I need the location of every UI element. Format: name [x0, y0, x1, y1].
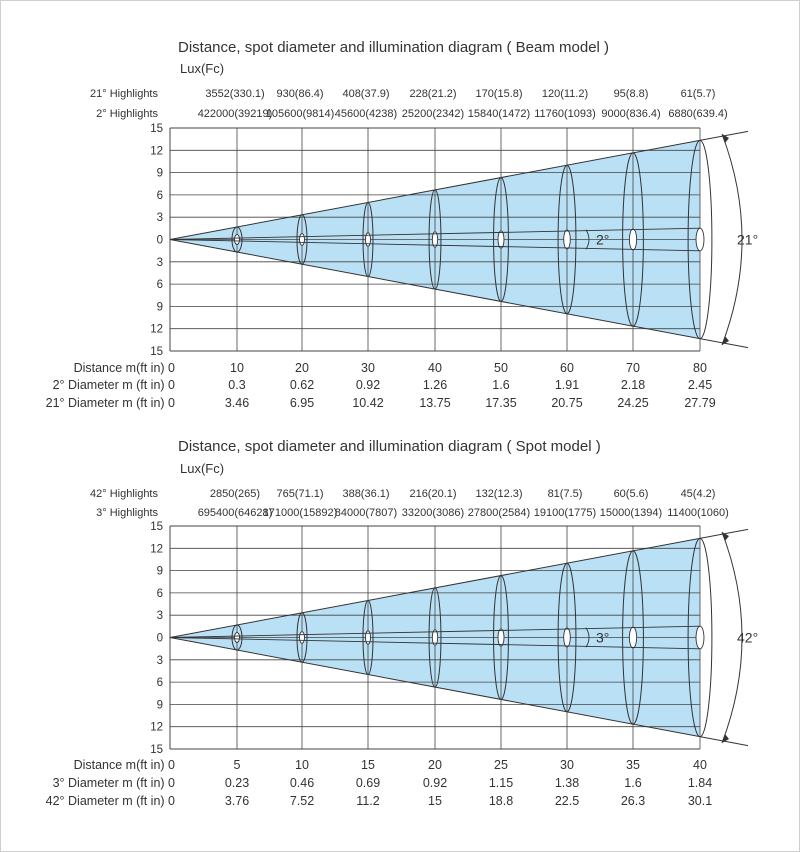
highlight-value: 105600(9814) [265, 108, 335, 120]
wide-angle-label: 42° [737, 629, 759, 646]
diagram-title: Distance, spot diameter and illumination diagram ( Spot model ) [178, 438, 601, 455]
highlight-value: 695400(64628) [197, 507, 273, 519]
bottom-row-value: 0.92 [422, 776, 448, 790]
highlight-value: 930(86.4) [276, 88, 324, 100]
highlight-value: 61(5.7) [680, 88, 716, 100]
diagram-title: Distance, spot diameter and illumination diagram ( Beam model ) [178, 39, 610, 56]
bottom-row-value: 20 [295, 361, 309, 375]
y-tick-label: 15 [150, 521, 163, 533]
highlight-value: 84000(7807) [334, 507, 398, 519]
y-tick-label: 6 [156, 677, 163, 690]
highlight-value: 120(11.2) [541, 88, 589, 100]
bottom-row-value: 10 [230, 361, 244, 375]
bottom-row-label: 21° Diameter m (ft in) 0 [45, 396, 175, 410]
bottom-row-value: 0.23 [224, 776, 250, 790]
y-tick-label: 6 [156, 279, 163, 292]
highlight-value: 15000(1394) [599, 507, 663, 519]
bottom-row-value: 26.3 [620, 794, 646, 808]
bottom-row-label: 3° Diameter m (ft in) 0 [52, 776, 175, 790]
narrow-spot-ellipse [300, 234, 305, 246]
bottom-row-value: 18.8 [488, 794, 514, 808]
narrow-spot-ellipse [235, 235, 240, 245]
bottom-row-value: 11.2 [356, 794, 380, 808]
bottom-row-value: 80 [693, 361, 707, 375]
bottom-row-value: 0.62 [289, 378, 315, 392]
narrow-spot-ellipse [564, 628, 571, 647]
narrow-spot-ellipse [629, 229, 636, 250]
y-tick-label: 15 [150, 744, 163, 756]
bottom-row-value: 2.45 [687, 378, 713, 392]
bottom-row-label: 2° Diameter m (ft in) 0 [52, 378, 175, 392]
bottom-row-value: 0.3 [228, 378, 246, 392]
highlight-value: 60(5.6) [613, 488, 649, 500]
bottom-row-value: 15 [428, 794, 442, 808]
highlight-row-label: 3° Highlights [96, 507, 158, 519]
y-tick-label: 0 [156, 632, 163, 645]
narrow-spot-ellipse [498, 629, 504, 646]
bottom-row-value: 17.35 [485, 396, 517, 410]
highlight-value: 11400(1060) [667, 507, 729, 519]
highlight-value: 11760(1093) [534, 108, 596, 120]
narrow-spot-ellipse [629, 627, 636, 648]
highlight-value: 27800(2584) [467, 507, 531, 519]
y-tick-label: 12 [150, 543, 163, 556]
y-tick-label: 12 [150, 145, 163, 158]
highlight-value: 9000(836.4) [601, 108, 661, 120]
bottom-row-value: 13.75 [419, 396, 451, 410]
y-tick-label: 6 [156, 587, 163, 600]
highlight-value: 765(71.1) [276, 488, 324, 500]
y-tick-label: 3 [156, 654, 163, 667]
wide-angle-label: 21° [737, 231, 759, 248]
bottom-row-value: 6.95 [289, 396, 315, 410]
bottom-row-value: 1.91 [554, 378, 580, 392]
unit-label: Lux(Fc) [180, 461, 225, 476]
bottom-row-value: 40 [693, 758, 707, 772]
y-tick-label: 9 [156, 167, 163, 180]
highlight-value: 45600(4238) [334, 108, 398, 120]
narrow-angle-label: 3° [596, 629, 610, 646]
y-tick-label: 9 [156, 699, 163, 712]
y-tick-label: 3 [156, 212, 163, 225]
highlight-value: 19100(1775) [533, 507, 597, 519]
bottom-row-value: 0.46 [289, 776, 315, 790]
bottom-row-value: 0.69 [355, 776, 381, 790]
highlight-value: 3552(330.1) [205, 88, 265, 100]
highlight-value: 45(4.2) [680, 488, 716, 500]
bottom-row-value: 1.38 [554, 776, 580, 790]
highlight-row-label: 21° Highlights [90, 88, 158, 100]
bottom-row-value: 1.26 [422, 378, 448, 392]
highlight-value: 81(7.5) [547, 488, 583, 500]
highlight-row-label: 2° Highlights [96, 108, 158, 120]
y-tick-label: 15 [150, 346, 163, 358]
bottom-row-value: 10 [295, 758, 309, 772]
bottom-row-value: 30 [361, 361, 375, 375]
narrow-spot-ellipse [300, 632, 305, 644]
highlight-value: 388(36.1) [342, 488, 390, 500]
bottom-row-value: 30.1 [687, 794, 713, 808]
narrow-spot-ellipse [235, 633, 240, 643]
bottom-row-value: 5 [233, 758, 241, 772]
y-tick-label: 12 [150, 721, 163, 734]
highlight-value: 2850(265) [209, 488, 261, 500]
bottom-row-value: 10.42 [352, 396, 384, 410]
bottom-row-value: 70 [626, 361, 640, 375]
narrow-spot-ellipse [696, 228, 704, 251]
bottom-row-label: Distance m(ft in) 0 [73, 758, 175, 772]
highlight-value: 6880(639.4) [668, 108, 728, 120]
highlight-value: 228(21.2) [409, 88, 457, 100]
narrow-spot-ellipse [498, 231, 504, 248]
y-tick-label: 9 [156, 301, 163, 314]
y-tick-label: 3 [156, 610, 163, 623]
y-tick-label: 9 [156, 565, 163, 578]
bottom-row-value: 1.84 [687, 776, 713, 790]
bottom-row-value: 22.5 [554, 794, 580, 808]
bottom-row-value: 24.25 [617, 396, 649, 410]
highlight-value: 170(15.8) [475, 88, 523, 100]
highlight-value: 171000(15892) [262, 507, 338, 519]
bottom-row-value: 2.18 [620, 378, 646, 392]
y-tick-label: 6 [156, 189, 163, 202]
bottom-row-value: 15 [361, 758, 375, 772]
bottom-row-value: 1.15 [488, 776, 514, 790]
y-tick-label: 15 [150, 123, 163, 135]
bottom-row-label: Distance m(ft in) 0 [73, 361, 175, 375]
narrow-spot-ellipse [564, 230, 571, 249]
bottom-row-value: 20.75 [551, 396, 583, 410]
bottom-row-value: 20 [428, 758, 442, 772]
highlight-value: 216(20.1) [409, 488, 457, 500]
highlight-value: 95(8.8) [613, 88, 649, 100]
beam-diagram [46, 39, 759, 410]
bottom-row-value: 1.6 [492, 378, 510, 392]
highlight-value: 33200(3086) [401, 507, 465, 519]
bottom-row-value: 27.79 [684, 396, 716, 410]
bottom-row-value: 60 [560, 361, 574, 375]
bottom-row-value: 1.6 [624, 776, 642, 790]
narrow-spot-ellipse [696, 626, 704, 649]
bottom-row-label: 42° Diameter m (ft in) 0 [45, 794, 175, 808]
y-tick-label: 3 [156, 256, 163, 269]
bottom-row-value: 35 [626, 758, 640, 772]
bottom-row-value: 25 [494, 758, 508, 772]
y-tick-label: 0 [156, 234, 163, 247]
y-tick-label: 12 [150, 323, 163, 336]
bottom-row-value: 30 [560, 758, 574, 772]
highlight-value: 408(37.9) [342, 88, 390, 100]
bottom-row-value: 7.52 [289, 794, 315, 808]
highlight-value: 15840(1472) [467, 108, 531, 120]
highlight-value: 422000(39219) [197, 108, 273, 120]
highlight-value: 132(12.3) [475, 488, 523, 500]
bottom-row-value: 3.46 [224, 396, 250, 410]
highlight-row-label: 42° Highlights [90, 488, 158, 500]
bottom-row-value: 0.92 [355, 378, 381, 392]
narrow-angle-label: 2° [596, 231, 610, 248]
highlight-value: 25200(2342) [401, 108, 465, 120]
bottom-row-value: 3.76 [224, 794, 250, 808]
spot-diagram [46, 438, 759, 808]
unit-label: Lux(Fc) [180, 61, 225, 76]
bottom-row-value: 40 [428, 361, 442, 375]
bottom-row-value: 50 [494, 361, 508, 375]
